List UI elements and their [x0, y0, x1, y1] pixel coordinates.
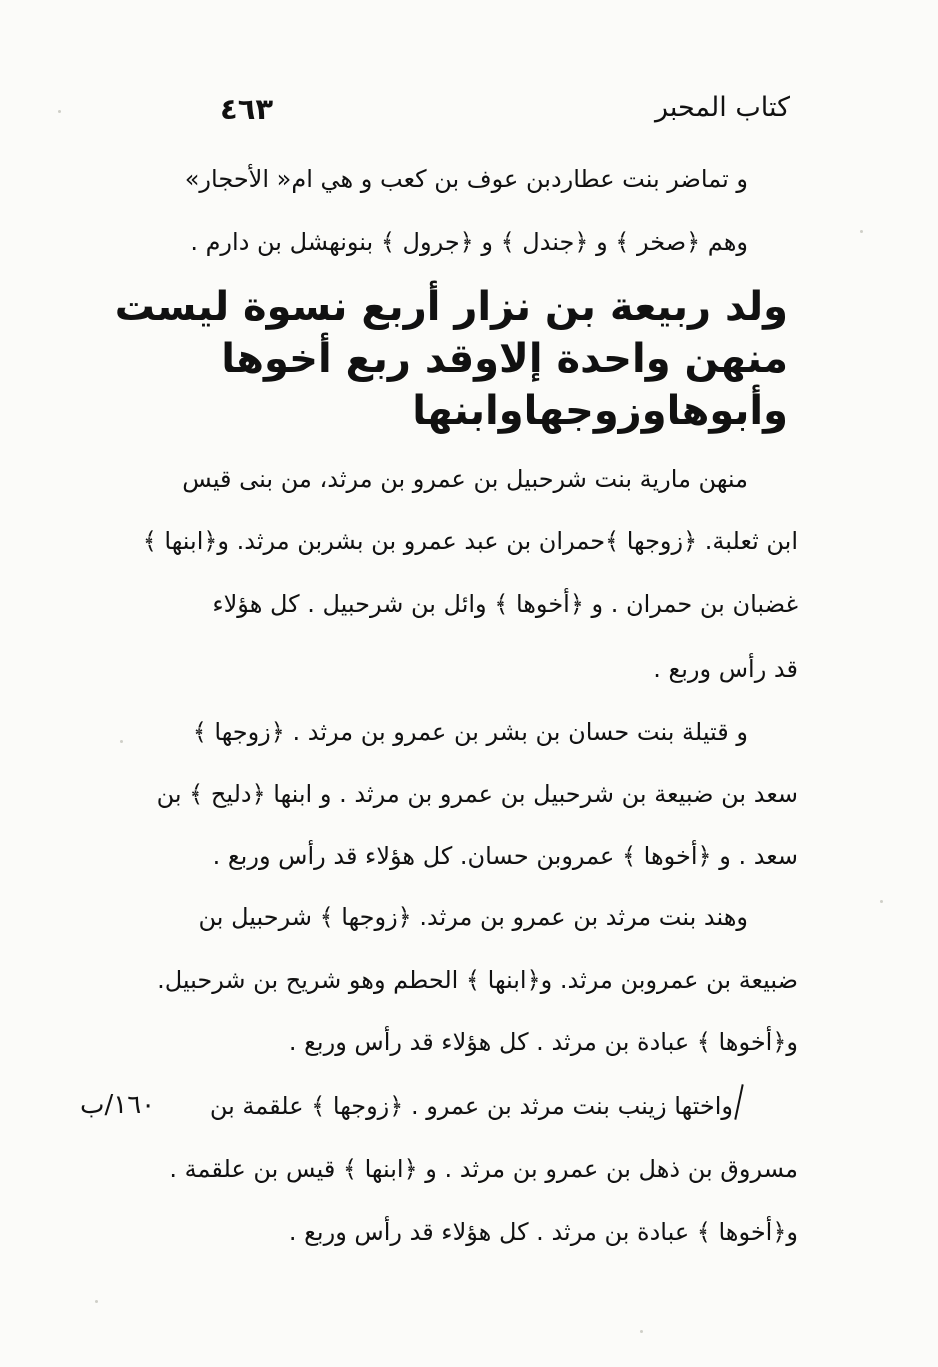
paragraph-line: سعد . و ﴿أخوها ﴾ عمروبن حسان. كل هؤلاء قد رأس وربع . — [212, 842, 798, 870]
paragraph-line: قد رأس وربع . — [653, 655, 798, 683]
page-header — [200, 92, 790, 132]
folio-break-mark — [734, 1084, 743, 1120]
intro-line: و تماضر بنت عطاردبن عوف بن كعب و هي ام« الأحجار» — [184, 165, 748, 193]
paper-speck — [860, 230, 863, 233]
paragraph-line: غضبان بن حمران . و ﴿أخوها ﴾ وائل بن شرحبيل . كل هؤلاء — [212, 590, 798, 618]
paragraph-line: و﴿أخوها ﴾ عبادة بن مرثد . كل هؤلاء قد رأس وربع . — [288, 1218, 798, 1246]
paragraph-line: ابن ثعلبة. ﴿زوجها ﴾حمران بن عبد عمرو بن بشربن مرثد. و﴿ابنها ﴾ — [142, 527, 798, 555]
paragraph-line: مسروق بن ذهل بن عمرو بن مرثد . و ﴿ابنها ﴾ قيس بن علقمة . — [169, 1155, 798, 1183]
chapter-heading-line: ولد ربيعة بن نزار أربع نسوة ليست — [114, 284, 788, 330]
running-title: كتاب المحبر — [654, 92, 790, 123]
chapter-heading-line: وأبوهاوزوجهاوابنها — [412, 388, 788, 434]
paper-speck — [58, 110, 61, 113]
paper-speck — [95, 1300, 98, 1303]
paragraph-line: ضبيعة بن عمروبن مرثد. و﴿ابنها ﴾ الحطم وهو شريح بن شرحبيل. — [157, 966, 798, 994]
paragraph-line: منهن مارية بنت شرحبيل بن عمرو بن مرثد، من بنى قيس — [182, 465, 748, 493]
paragraph-line: وهند بنت مرثد بن عمرو بن مرثد. ﴿زوجها ﴾ شرحبيل بن — [198, 903, 748, 931]
paragraph-line: و﴿أخوها ﴾ عبادة بن مرثد . كل هؤلاء قد رأس وربع . — [288, 1028, 798, 1056]
paper-speck — [640, 1330, 643, 1333]
paper-speck — [880, 900, 883, 903]
chapter-heading-line: منهن واحدة إلاوقد ربع أخوها — [221, 336, 788, 382]
paragraph-line: واختها زينب بنت مرثد بن عمرو . ﴿زوجها ﴾ علقمة بن — [209, 1092, 733, 1120]
folio-margin-note: ١٦٠/ب — [80, 1090, 156, 1120]
intro-line: وهم ﴿صخر ﴾ و ﴿جندل ﴾ و ﴿جرول ﴾ بنونهشل بن دارم . — [190, 228, 748, 256]
page-number: ٤٦٣ — [220, 92, 274, 126]
paper-speck — [120, 740, 123, 743]
paragraph-line: و قتيلة بنت حسان بن بشر بن عمرو بن مرثد . ﴿زوجها ﴾ — [192, 718, 748, 746]
paragraph-line: سعد بن ضبيعة بن شرحبيل بن عمرو بن مرثد . و ابنها ﴿دليح ﴾ بن — [156, 780, 798, 808]
